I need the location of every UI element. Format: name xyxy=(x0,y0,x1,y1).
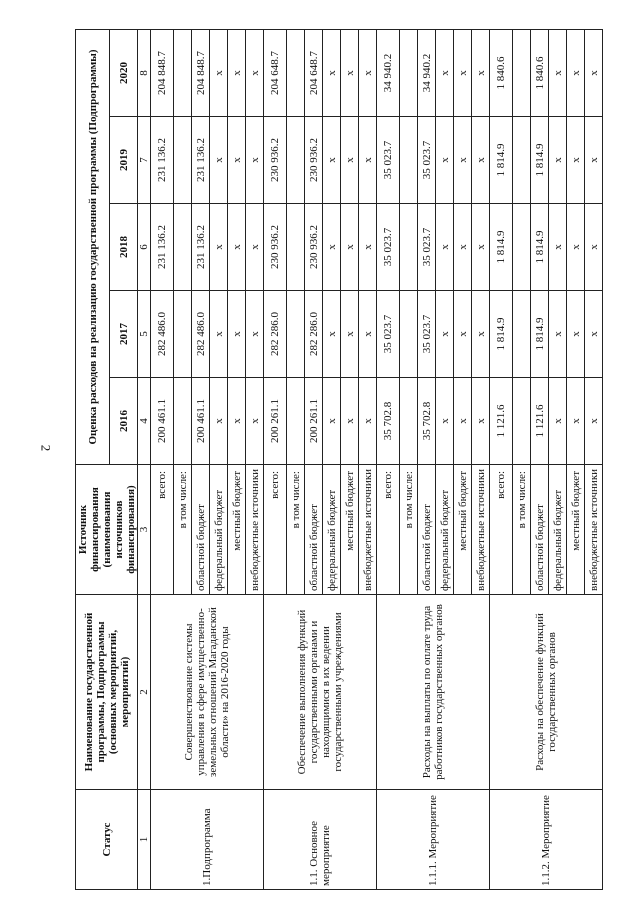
row-name: Расходы на выплаты по оплате труда работников государственных органов xyxy=(377,595,490,790)
value-cell: 231 136.2 xyxy=(151,117,174,204)
rotated-table-container xyxy=(75,30,600,890)
value-cell: x xyxy=(323,378,341,465)
value-cell: x xyxy=(585,291,603,378)
source-label: в том числе: xyxy=(174,465,192,595)
value-cell: 204 848.7 xyxy=(192,29,210,116)
value-cell: x xyxy=(246,29,264,116)
value-cell: x xyxy=(585,29,603,116)
value-cell: x xyxy=(472,29,490,116)
value-cell: x xyxy=(567,29,585,116)
value-cell: 1 814.9 xyxy=(531,204,549,291)
value-cell: x xyxy=(585,117,603,204)
value-cell: x xyxy=(359,378,377,465)
value-cell: x xyxy=(472,291,490,378)
header-source: Источник финансирования (наименования источников финансирования) xyxy=(76,465,138,595)
value-cell: x xyxy=(359,204,377,291)
value-cell: 231 136.2 xyxy=(192,204,210,291)
value-cell: 231 136.2 xyxy=(192,117,210,204)
page-number: 2 xyxy=(38,444,54,452)
value-cell: 200 261.1 xyxy=(264,378,287,465)
column-number: 3 xyxy=(138,465,151,595)
value-cell: 35 023.7 xyxy=(418,117,436,204)
value-cell: x xyxy=(585,204,603,291)
value-cell: 34 940.2 xyxy=(377,29,400,116)
value-cell: 1 814.9 xyxy=(490,117,513,204)
value-cell: x xyxy=(436,29,454,116)
value-cell: x xyxy=(567,204,585,291)
value-cell: 1 840.6 xyxy=(490,29,513,116)
source-label: всего: xyxy=(377,465,400,595)
source-label: областной бюджет xyxy=(531,465,549,595)
value-cell: x xyxy=(549,378,567,465)
row-name: Совершенствование системы управления в сфере имущественно-земельных отношений Магаданской области» на 2016-2020 годы xyxy=(151,595,264,790)
source-label: всего: xyxy=(151,465,174,595)
value-cell: x xyxy=(341,378,359,465)
value-cell: x xyxy=(246,204,264,291)
value-cell: x xyxy=(436,117,454,204)
value-cell: 1 121.6 xyxy=(531,378,549,465)
column-number: 4 xyxy=(138,378,151,465)
source-label: федеральный бюджет xyxy=(549,465,567,595)
value-cell: 35 023.7 xyxy=(418,291,436,378)
value-cell: x xyxy=(359,29,377,116)
value-cell: x xyxy=(436,291,454,378)
value-cell: x xyxy=(228,378,246,465)
source-label: местный бюджет xyxy=(454,465,472,595)
value-cell: x xyxy=(323,29,341,116)
column-number: 8 xyxy=(138,29,151,116)
value-cell: x xyxy=(567,117,585,204)
source-label: в том числе: xyxy=(513,465,531,595)
value-cell: 1 814.9 xyxy=(531,117,549,204)
table-row xyxy=(377,29,400,889)
value-cell: x xyxy=(549,117,567,204)
value-cell: x xyxy=(585,378,603,465)
value-cell: 35 702.8 xyxy=(377,378,400,465)
value-cell: 230 936.2 xyxy=(264,204,287,291)
source-label: областной бюджет xyxy=(418,465,436,595)
value-cell: 204 848.7 xyxy=(151,29,174,116)
value-cell: x xyxy=(228,117,246,204)
value-cell: x xyxy=(359,117,377,204)
header-estimate: Оценка расходов на реализацию государственной программы (Подпрограммы) xyxy=(76,29,110,464)
value-cell: x xyxy=(549,29,567,116)
value-cell: x xyxy=(436,204,454,291)
source-label: областной бюджет xyxy=(305,465,323,595)
value-cell: x xyxy=(454,378,472,465)
source-label: всего: xyxy=(490,465,513,595)
value-cell: 1 814.9 xyxy=(490,204,513,291)
value-cell: x xyxy=(246,117,264,204)
value-cell: 231 136.2 xyxy=(151,204,174,291)
source-label: федеральный бюджет xyxy=(210,465,228,595)
value-cell: x xyxy=(567,291,585,378)
value-cell: x xyxy=(436,378,454,465)
value-cell: 282 486.0 xyxy=(192,291,210,378)
value-cell: x xyxy=(228,291,246,378)
column-number: 6 xyxy=(138,204,151,291)
document-sheet xyxy=(75,30,600,890)
value-cell: x xyxy=(341,291,359,378)
value-cell: x xyxy=(323,291,341,378)
value-cell: 35 702.8 xyxy=(418,378,436,465)
value-cell: x xyxy=(210,117,228,204)
value-cell: 282 286.0 xyxy=(305,291,323,378)
value-cell: 230 936.2 xyxy=(305,204,323,291)
table-row xyxy=(151,29,174,889)
value-cell: x xyxy=(359,291,377,378)
header-status: Статус xyxy=(76,790,138,890)
table-row xyxy=(490,29,513,889)
value-cell: x xyxy=(228,29,246,116)
value-cell: 282 486.0 xyxy=(151,291,174,378)
value-cell: x xyxy=(210,29,228,116)
value-cell: x xyxy=(246,291,264,378)
row-name: Обеспечение выполнения функций государственными органами и находящимися в их ведении государственными учреждениями xyxy=(264,595,377,790)
value-cell: x xyxy=(228,204,246,291)
value-cell: x xyxy=(210,378,228,465)
value-cell: 230 936.2 xyxy=(305,117,323,204)
value-cell: 230 936.2 xyxy=(264,117,287,204)
value-cell: x xyxy=(549,291,567,378)
source-label: федеральный бюджет xyxy=(323,465,341,595)
value-cell: 35 023.7 xyxy=(418,204,436,291)
header-year: 2020 xyxy=(110,29,138,116)
table-row xyxy=(264,29,287,889)
value-cell: x xyxy=(472,117,490,204)
value-cell: 35 023.7 xyxy=(377,204,400,291)
value-cell: x xyxy=(341,117,359,204)
value-cell: x xyxy=(472,204,490,291)
value-cell: x xyxy=(210,291,228,378)
header-year: 2018 xyxy=(110,204,138,291)
value-cell: 1 814.9 xyxy=(490,291,513,378)
source-label: местный бюджет xyxy=(228,465,246,595)
value-cell: x xyxy=(454,29,472,116)
source-label: внебюджетные источники xyxy=(585,465,603,595)
source-label: внебюджетные источники xyxy=(246,465,264,595)
header-year: 2016 xyxy=(110,378,138,465)
column-number: 5 xyxy=(138,291,151,378)
value-cell: 200 461.1 xyxy=(151,378,174,465)
value-cell: x xyxy=(549,204,567,291)
value-cell: x xyxy=(454,204,472,291)
row-name: Расходы на обеспечение функций государственных органов xyxy=(490,595,603,790)
row-status: 1.1.1. Мероприятие xyxy=(377,790,490,890)
source-label: внебюджетные источники xyxy=(472,465,490,595)
value-cell: 1 840.6 xyxy=(531,29,549,116)
column-number: 1 xyxy=(138,790,151,890)
source-label: всего: xyxy=(264,465,287,595)
source-label: местный бюджет xyxy=(341,465,359,595)
value-cell: x xyxy=(454,291,472,378)
value-cell: x xyxy=(454,117,472,204)
value-cell: x xyxy=(323,204,341,291)
value-cell: 204 648.7 xyxy=(264,29,287,116)
value-cell: x xyxy=(323,117,341,204)
value-cell: x xyxy=(210,204,228,291)
value-cell: 1 121.6 xyxy=(490,378,513,465)
value-cell: 35 023.7 xyxy=(377,291,400,378)
row-status: 1.Подпрограмма xyxy=(151,790,264,890)
budget-table xyxy=(75,29,603,890)
value-cell: x xyxy=(246,378,264,465)
header-year: 2019 xyxy=(110,117,138,204)
row-status: 1.1.2. Мероприятие xyxy=(490,790,603,890)
column-number: 7 xyxy=(138,117,151,204)
value-cell: 200 261.1 xyxy=(305,378,323,465)
source-label: федеральный бюджет xyxy=(436,465,454,595)
source-label: областной бюджет xyxy=(192,465,210,595)
source-label: в том числе: xyxy=(400,465,418,595)
column-number: 2 xyxy=(138,595,151,790)
source-label: внебюджетные источники xyxy=(359,465,377,595)
value-cell: x xyxy=(341,204,359,291)
value-cell: x xyxy=(567,378,585,465)
value-cell: 200 461.1 xyxy=(192,378,210,465)
value-cell: x xyxy=(341,29,359,116)
value-cell: 282 286.0 xyxy=(264,291,287,378)
value-cell: 34 940.2 xyxy=(418,29,436,116)
source-label: в том числе: xyxy=(287,465,305,595)
source-label: местный бюджет xyxy=(567,465,585,595)
value-cell: 204 648.7 xyxy=(305,29,323,116)
row-status: 1.1. Основное мероприятие xyxy=(264,790,377,890)
header-name: Наименование государственной программы, Подпрограммы (основных мероприятий, мероприятий) xyxy=(76,595,138,790)
value-cell: 1 814.9 xyxy=(531,291,549,378)
value-cell: x xyxy=(472,378,490,465)
header-year: 2017 xyxy=(110,291,138,378)
value-cell: 35 023.7 xyxy=(377,117,400,204)
